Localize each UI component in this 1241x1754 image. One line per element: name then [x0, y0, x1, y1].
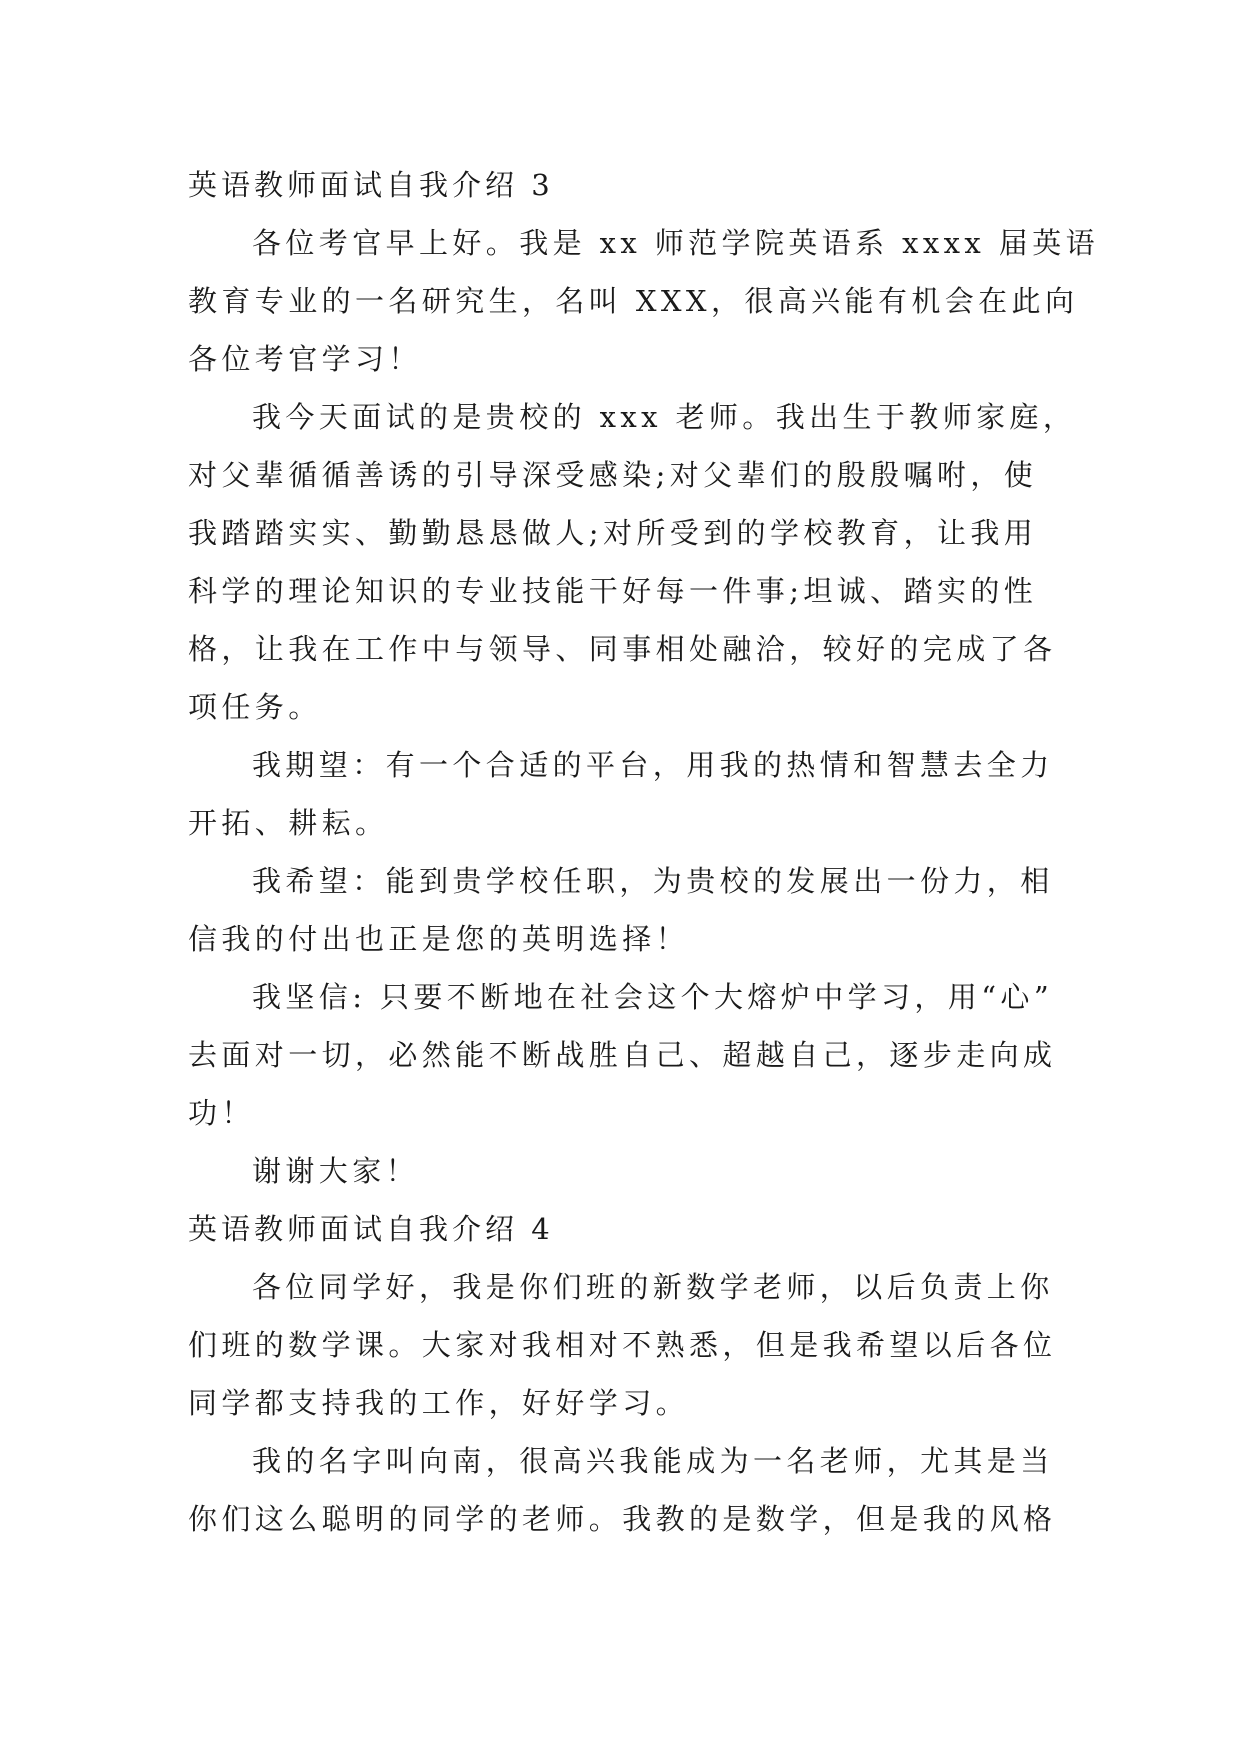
text-line: 你们这么聪明的同学的老师。我教的是数学，但是我的风格 — [188, 1502, 1057, 1536]
text-line: 信我的付出也正是您的英明选择！ — [188, 922, 690, 956]
paragraph — [188, 214, 1100, 388]
text-line: 谢谢大家！ — [252, 1154, 420, 1188]
text-line: 项任务。 — [188, 690, 322, 724]
text-line: 我今天面试的是贵校的 xxx 老师。我出生于教师家庭， — [252, 400, 1077, 434]
paragraph — [188, 852, 1058, 968]
text-line: 科学的理论知识的专业技能干好每一件事;坦诚、踏实的性 — [188, 574, 1038, 608]
text-line: 各位考官早上好。我是 xx 师范学院英语系 xxxx 届英语 — [252, 226, 1100, 260]
text-line: 各位考官学习！ — [188, 342, 422, 376]
paragraph — [188, 1432, 1058, 1548]
text-line: 我的名字叫向南，很高兴我能成为一名老师，尤其是当 — [252, 1444, 1054, 1478]
text-line: 开拓、耕耘。 — [188, 806, 389, 840]
text-line: 我踏踏实实、勤勤恳恳做人;对所受到的学校教育，让我用 — [188, 516, 1038, 550]
text-line: 我期望：有一个合适的平台，用我的热情和智慧去全力 — [252, 748, 1054, 782]
document-body — [188, 156, 1100, 1548]
text-line: 去面对一切，必然能不断战胜自己、超越自己，逐步走向成 — [188, 1038, 1057, 1072]
text-line: 同学都支持我的工作，好好学习。 — [188, 1386, 690, 1420]
paragraph — [188, 736, 1058, 852]
text-line: 们班的数学课。大家对我相对不熟悉，但是我希望以后各位 — [188, 1328, 1057, 1362]
text-line: 格，让我在工作中与领导、同事相处融洽，较好的完成了各 — [188, 632, 1057, 666]
text-line: 我坚信: 只要不断地在社会这个大熔炉中学习，用“心” — [252, 980, 1054, 1014]
section-title: 英语教师面试自我介绍 4 — [188, 1212, 554, 1246]
text-line: 我希望：能到贵学校任职，为贵校的发展出一份力，相 — [252, 864, 1054, 898]
paragraph — [188, 968, 1058, 1142]
text-line: 对父辈循循善诱的引导深受感染;对父辈们的殷殷嘱咐，使 — [188, 458, 1038, 492]
paragraph — [188, 388, 1077, 736]
text-line: 各位同学好，我是你们班的新数学老师，以后负责上你 — [252, 1270, 1054, 1304]
paragraph — [188, 1258, 1058, 1432]
section-title: 英语教师面试自我介绍 3 — [188, 168, 554, 202]
text-line: 教育专业的一名研究生，名叫 XXX，很高兴能有机会在此向 — [188, 284, 1079, 318]
paragraph — [188, 1142, 1058, 1200]
text-line: 功！ — [188, 1096, 255, 1130]
